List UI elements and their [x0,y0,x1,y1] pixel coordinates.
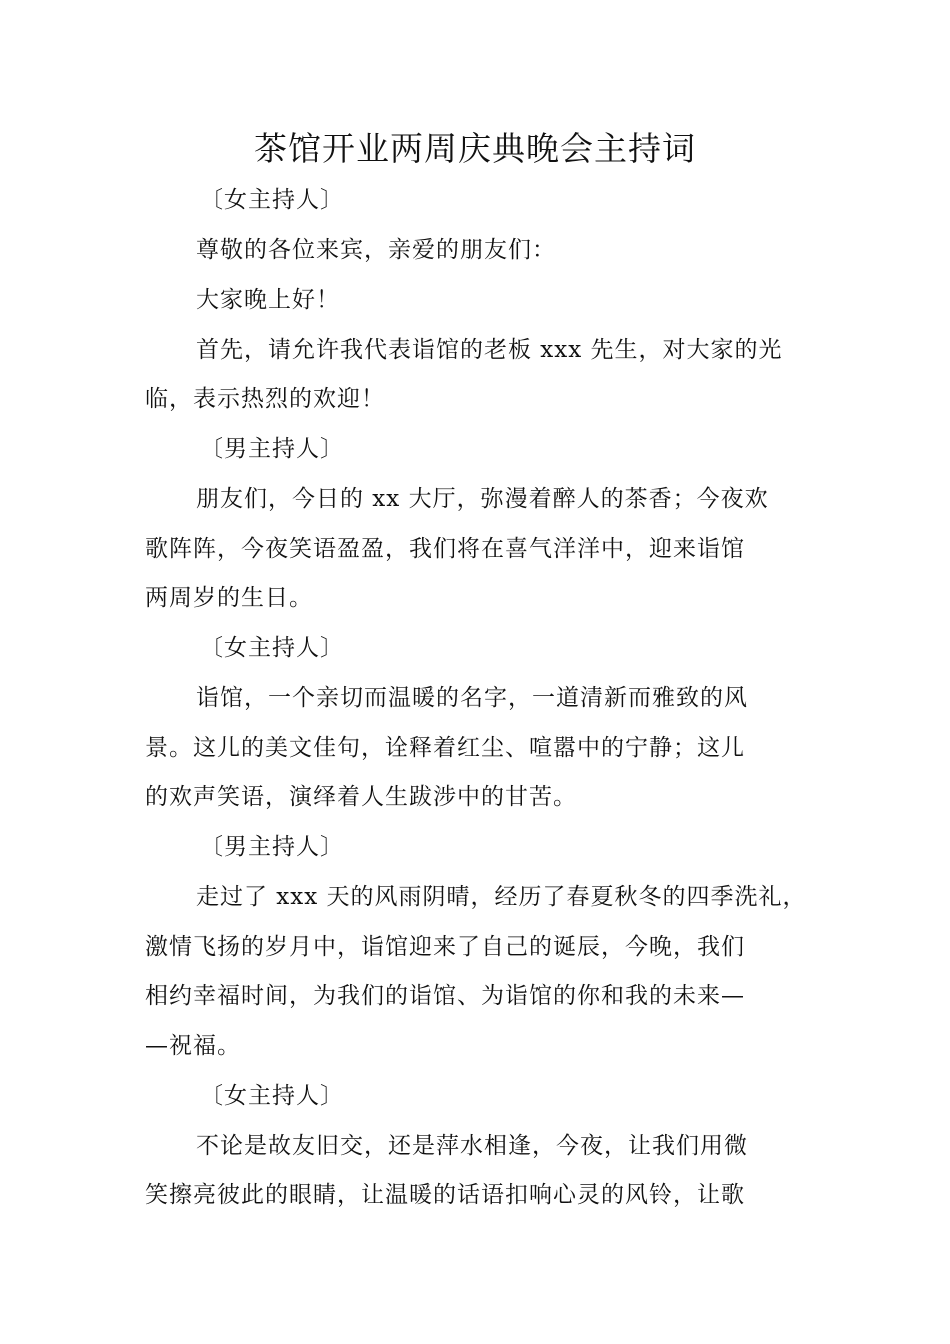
speaker-label-male: 〔男主持人〕 [200,834,344,860]
speaker-label-female: 〔女主持人〕 [200,635,344,661]
paragraph-line: 首先，请允许我代表诣馆的老板 xxx 先生，对大家的光 [196,337,783,363]
paragraph-line: 激情飞扬的岁月中，诣馆迎来了自己的诞辰，今晚，我们 [145,934,745,960]
paragraph-line: 诣馆，一个亲切而温暖的名字，一道清新而雅致的风 [196,685,748,711]
paragraph-line: 大家晚上好！ [196,287,340,313]
paragraph-line: 不论是故友旧交，还是萍水相逢，今夜，让我们用微 [196,1133,748,1159]
paragraph-line: 景。这儿的美文佳句，诠释着红尘、喧嚣中的宁静；这儿 [145,735,745,761]
paragraph-line: 相约幸福时间，为我们的诣馆、为诣馆的你和我的未来— [145,983,745,1009]
paragraph-line: 的欢声笑语，演绎着人生跋涉中的甘苦。 [145,784,577,810]
speaker-label-female: 〔女主持人〕 [200,187,344,213]
paragraph-line: —祝福。 [145,1033,241,1059]
paragraph-line: 笑擦亮彼此的眼睛，让温暖的话语扣响心灵的风铃，让歌 [145,1182,745,1208]
paragraph-line: 歌阵阵，今夜笑语盈盈，我们将在喜气洋洋中，迎来诣馆 [145,536,745,562]
speaker-label-female: 〔女主持人〕 [200,1083,344,1109]
document-title: 茶馆开业两周庆典晚会主持词 [254,129,696,168]
paragraph-line: 尊敬的各位来宾，亲爱的朋友们： [196,237,556,263]
paragraph-line: 朋友们，今日的 xx 大厅，弥漫着醉人的茶香；今夜欢 [196,486,769,512]
speaker-label-male: 〔男主持人〕 [200,436,344,462]
paragraph-line: 两周岁的生日。 [145,585,313,611]
paragraph-line: 临，表示热烈的欢迎！ [145,386,385,412]
paragraph-line: 走过了 xxx 天的风雨阴晴，经历了春夏秋冬的四季洗礼， [196,884,807,910]
